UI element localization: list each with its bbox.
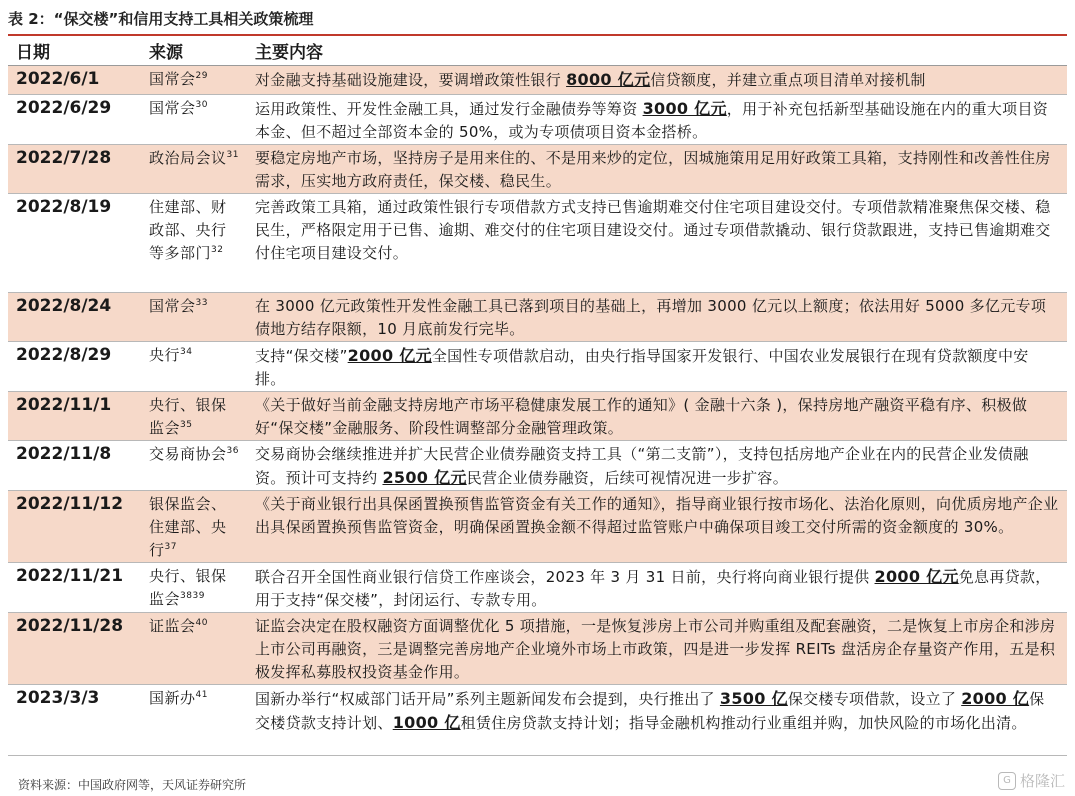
row-source-footnote-ref: 29: [195, 71, 208, 81]
header-source: 来源: [141, 36, 247, 66]
row-source-name: 证监会: [149, 617, 196, 635]
table-row: [8, 194, 1067, 293]
row-source-name: 银保监会、住建部、央行: [149, 495, 227, 559]
row-source: [141, 563, 247, 613]
row-date: 2022/11/28: [8, 613, 141, 685]
content-text: 保交楼专项借款，设立了: [787, 690, 962, 708]
row-source-footnote-ref: 34: [180, 347, 193, 357]
row-date: 2022/11/12: [8, 491, 141, 563]
content-text: 租赁住房贷款支持计划；指导金融机构推动行业重组并购，加快风险的市场化出清。: [460, 714, 1027, 732]
content-text: 运用政策性、开发性金融工具，通过发行金融债券等筹资: [255, 100, 643, 118]
highlight-amount: 1000 亿: [392, 713, 461, 732]
highlight-amount: 2000 亿: [961, 689, 1030, 708]
header-content: 主要内容: [247, 36, 1067, 66]
content-text: 免息再贷款，用于支持“保交楼”，封闭运行、专款专用。: [255, 568, 1051, 609]
content-text: 《关于做好当前金融支持房地产市场平稳健康发展工作的通知》( 金融十六条 )，保持房地产融资平稳有序、积极做好“保交楼”金融服务、阶段性调整部分金融管理政策。: [255, 396, 1028, 437]
row-source-footnote-ref: 36: [226, 446, 239, 456]
row-source-name: 国常会: [149, 70, 196, 88]
content-text: 在 3000 亿元政策性开发性金融工具已落到项目的基础上，再增加 3000 亿元以上额度；依法用好 5000 多亿元专项债地方结存限额，10 月底前发行完毕。: [255, 297, 1047, 338]
highlight-amount: 3000 亿元: [642, 99, 727, 118]
watermark-text: 格隆汇: [1019, 772, 1065, 790]
highlight-amount: 3500 亿: [719, 689, 788, 708]
content-text: 保交楼贷款支持计划、: [255, 690, 1045, 732]
row-source-name: 央行: [149, 346, 181, 364]
row-date: 2022/8/19: [8, 194, 141, 293]
row-source-name: 国常会: [149, 99, 196, 117]
table-row: [8, 392, 1067, 441]
content-text: 民营企业债券融资，后续可视情况进一步扩容。: [466, 469, 788, 487]
row-content: [247, 95, 1067, 145]
row-source: [141, 685, 247, 756]
highlight-amount: 2500 亿元: [382, 468, 467, 487]
highlight-amount: 2000 亿元: [874, 567, 959, 586]
content-text: 要稳定房地产市场，坚持房子是用来住的、不是用来炒的定位，因城施策用足用好政策工具箱，支持刚性和改善性住房需求，压实地方政府责任，保交楼、稳民生。: [255, 149, 1051, 190]
content-text: 国新办举行“权威部门话开局”系列主题新闻发布会提到，央行推出了: [255, 690, 720, 708]
content-text: 支持“保交楼”: [255, 347, 348, 365]
highlight-amount: 2000 亿元: [347, 346, 432, 365]
watermark: [998, 770, 1065, 791]
gelonghui-logo-icon: G: [998, 772, 1016, 790]
row-content: [247, 491, 1067, 563]
row-source-name: 交易商协会: [149, 445, 227, 463]
row-source: [141, 66, 247, 95]
row-source-name: 国常会: [149, 297, 196, 315]
row-date: 2022/11/1: [8, 392, 141, 441]
row-source: [141, 392, 247, 441]
row-content: [247, 613, 1067, 685]
row-source-footnote-ref: 30: [195, 100, 208, 110]
row-source: [141, 342, 247, 392]
row-source-name: 国新办: [149, 689, 196, 707]
data-source-note: 资料来源：中国政府网等，天风证券研究所: [18, 778, 247, 792]
policy-table: [8, 36, 1067, 756]
table-row: [8, 66, 1067, 95]
row-date: 2022/8/24: [8, 293, 141, 342]
table-caption: 表 2：“保交楼”和信用支持工具相关政策梳理: [8, 10, 314, 28]
row-date: 2022/11/21: [8, 563, 141, 613]
content-text: 《关于商业银行出具保函置换预售监管资金有关工作的通知》，指导商业银行按市场化、法治化原则，向优质房地产企业出具保函置换预售监管资金，明确保函置换金额不得超过监管账户中确保项目竣工交付所需的资金额度的 30%。: [255, 495, 1059, 536]
content-text: 联合召开全国性商业银行信贷工作座谈会，2023 年 3 月 31 日前，央行将向商业银行提供: [255, 568, 875, 586]
row-content: [247, 685, 1067, 756]
table-row: [8, 293, 1067, 342]
content-text: 全国性专项借款启动，由央行指导国家开发银行、中国农业发展银行在现有贷款额度中安排。: [255, 347, 1029, 388]
content-text: 对金融支持基础设施建设，要调增政策性银行: [255, 71, 567, 89]
row-source: [141, 194, 247, 293]
table-row: [8, 441, 1067, 491]
table-body: [8, 66, 1067, 756]
content-text: 证监会决定在股权融资方面调整优化 5 项措施，一是恢复涉房上市公司并购重组及配套融资，二是恢复上市房企和涉房上市公司再融资，三是调整完善房地产企业境外市场上市政策，四是进一步发挥 REITs 盘活房企存量资产作用，五是积极发挥私募股权投资基金作用。: [255, 617, 1056, 681]
row-source-name: 政治局会议: [149, 149, 227, 167]
row-date: 2023/3/3: [8, 685, 141, 756]
row-date: 2022/6/29: [8, 95, 141, 145]
row-source-footnote-ref: 40: [195, 618, 208, 628]
row-date: 2022/11/8: [8, 441, 141, 491]
row-source-footnote-ref: 41: [195, 690, 208, 700]
row-date: 2022/8/29: [8, 342, 141, 392]
table-row: [8, 342, 1067, 392]
row-source-footnote-ref: 3839: [180, 591, 205, 601]
row-content: [247, 342, 1067, 392]
table-row: [8, 685, 1067, 756]
row-content: [247, 441, 1067, 491]
row-source-name: 央行、银保监会: [149, 567, 227, 608]
row-source-name: 央行、银保监会: [149, 396, 227, 437]
row-source-footnote-ref: 35: [180, 420, 193, 430]
table-row: [8, 145, 1067, 194]
row-source: [141, 95, 247, 145]
row-source: [141, 293, 247, 342]
row-content: [247, 392, 1067, 441]
row-source-footnote-ref: 33: [195, 298, 208, 308]
row-content: [247, 563, 1067, 613]
content-text: 交易商协会继续推进并扩大民营企业债券融资支持工具（“第二支箭”），支持包括房地产企业在内的民营企业发债融资。预计可支持约: [255, 445, 1029, 487]
table-row: [8, 95, 1067, 145]
row-date: 2022/6/1: [8, 66, 141, 95]
row-source: [141, 491, 247, 563]
row-content: [247, 66, 1067, 95]
row-source-footnote-ref: 32: [211, 245, 224, 255]
row-date: 2022/7/28: [8, 145, 141, 194]
table-row: [8, 491, 1067, 563]
row-content: [247, 194, 1067, 293]
content-text: 完善政策工具箱，通过政策性银行专项借款方式支持已售逾期难交付住宅项目建设交付。专项借款精准聚焦保交楼、稳民生，严格限定用于已售、逾期、难交付的住宅项目建设交付。通过专项借款撬动、银行贷款跟进，支持已售逾期难交付住宅项目建设交付。: [255, 198, 1051, 262]
row-source-footnote-ref: 37: [164, 542, 177, 552]
content-text: ，用于补充包括新型基础设施在内的重大项目资本金、但不超过全部资本金的 50%，或为专项债项目资本金搭桥。: [255, 100, 1049, 141]
row-content: [247, 145, 1067, 194]
header-date: 日期: [8, 36, 141, 66]
table-header-row: [8, 36, 1067, 66]
row-source-name: 住建部、财政部、央行等多部门: [149, 198, 227, 262]
row-source: [141, 613, 247, 685]
row-source: [141, 145, 247, 194]
highlight-amount: 8000 亿元: [566, 70, 651, 89]
row-source: [141, 441, 247, 491]
table-row: [8, 613, 1067, 685]
table-row: [8, 563, 1067, 613]
row-content: [247, 293, 1067, 342]
content-text: 信贷额度，并建立重点项目清单对接机制: [650, 71, 926, 89]
row-source-footnote-ref: 31: [226, 150, 239, 160]
